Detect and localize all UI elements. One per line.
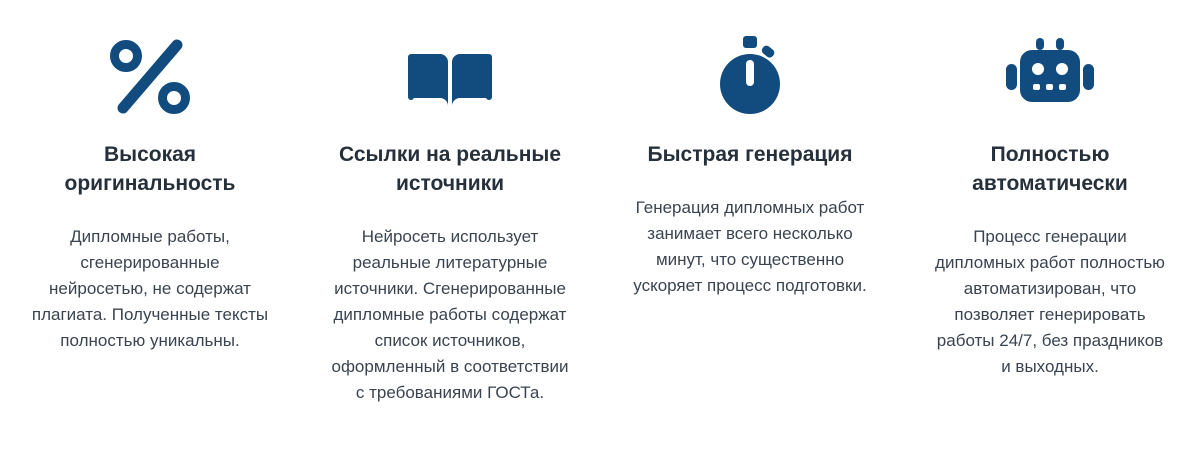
feature-description: Дипломные работы, сгенерированные нейросетью, не содержат плагиата. Полученные тексты полностью уникальны. — [31, 227, 269, 350]
feature-card-originality — [0, 30, 300, 354]
feature-description: Процесс генерации дипломных работ полностью автоматизирован, что позволяет генерировать работы 24/7, без праздников и выходных. — [935, 227, 1165, 376]
feature-description: Нейросеть использует реальные литературные источники. Сгенерированные дипломные работы содержат список источников, оформленный в соответствии с требованиями ГОСТа. — [331, 227, 569, 402]
feature-title: Ссылки на реальные источники — [338, 143, 562, 195]
feature-card-fully-automatic — [900, 30, 1200, 380]
feature-card-real-sources — [300, 30, 600, 406]
percent-icon — [107, 30, 193, 122]
feature-title: Полностью автоматически — [972, 143, 1128, 195]
feature-title: Высокая оригинальность — [64, 143, 236, 195]
feature-description: Генерация дипломных работ занимает всего несколько минут, что существенно ускоряет процесс подготовки. — [633, 198, 867, 295]
feature-title: Быстрая генерация — [647, 143, 853, 166]
robot-icon — [1002, 30, 1098, 122]
feature-card-fast-generation — [600, 30, 900, 299]
open-book-icon — [404, 30, 496, 122]
stopwatch-icon — [710, 30, 790, 122]
